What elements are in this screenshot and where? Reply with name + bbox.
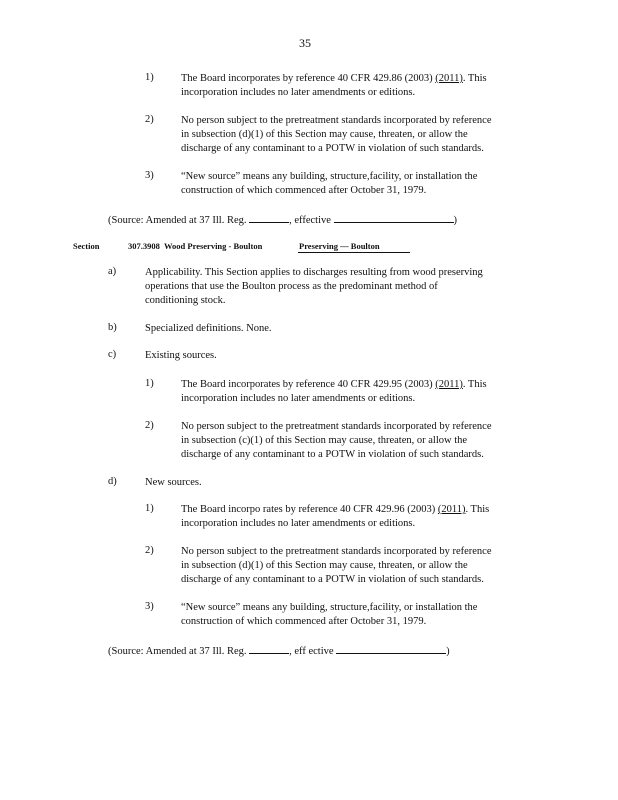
underlined-year: (2011) [435,73,463,84]
subsection-label: a) [108,266,117,277]
subsection-text: Existing sources. [145,350,217,361]
blank-line [336,643,446,654]
section-title-underlined: Preserving — Boulton [299,241,380,251]
subsection-label: b) [108,322,117,333]
underlined-year: (2011) [437,504,466,515]
underlined-year: (2011) [435,379,463,390]
source-note: (Source: Amended at 37 Ill. Reg. , effective ) [108,212,457,228]
item-label: 2) [145,114,154,125]
item-text: The Board incorporates by reference 40 CFR 429.86 (2003) (2011). This incorporation includes no later amendments or editions. [181,73,487,98]
page-number: 35 [299,36,311,50]
item-text: The Board incorporates by reference 40 CFR 429.95 (2003) (2011). This incorporation includes no later amendments or editions. [181,379,487,404]
subsection-text: Applicability. This Section applies to discharges resulting from wood preserving operations that use the Boulton process as the predominant method of conditioning stock. [145,267,483,306]
item-label: 3) [145,170,154,181]
item-label: 1) [145,503,154,514]
item-text: No person subject to the pretreatment standards incorporated by reference in subsection (c)(1) of this Section may cause, threaten, or allow the discharge of any contaminant to a POTW in violation of such standards. [181,421,492,460]
item-text: “New source” means any building, structure,facility, or installation the construction of which commenced after October 31, 1979. [181,171,478,196]
subsection-label: c) [108,349,117,360]
blank-line [249,643,289,654]
blank-line [249,212,289,223]
item-label: 2) [145,545,154,556]
subsection-text: New sources. [145,477,202,488]
item-text: “New source” means any building, structure,facility, or installation the construction of which commenced after October 31, 1979. [181,602,478,627]
subsection-label: d) [108,476,117,487]
item-label: 1) [145,72,154,83]
blank-line [334,212,454,223]
source-note: (Source: Amended at 37 Ill. Reg. , eff ective ) [108,643,450,659]
item-label: 1) [145,378,154,389]
item-label: 2) [145,420,154,431]
heading-underline [298,252,410,253]
subsection-text: Specialized definitions. None. [145,323,272,334]
item-text: The Board incorpo rates by reference 40 CFR 429.96 (2003) (2011). This incorporation includes no later amendments or editions. [181,504,490,529]
section-label: Section [73,241,100,251]
item-text: No person subject to the pretreatment standards incorporated by reference in subsection (d)(1) of this Section may cause, threaten, or allow the discharge of any contaminant to a POTW in violation of such standards. [181,546,492,585]
item-text: No person subject to the pretreatment standards incorporated by reference in subsection (d)(1) of this Section may cause, threaten, or allow the discharge of any contaminant to a POTW in violation of such standards. [181,115,492,154]
item-label: 3) [145,601,154,612]
section-title: Wood Preserving - Boulton [164,241,263,251]
section-number: 307.3908 [128,241,160,251]
